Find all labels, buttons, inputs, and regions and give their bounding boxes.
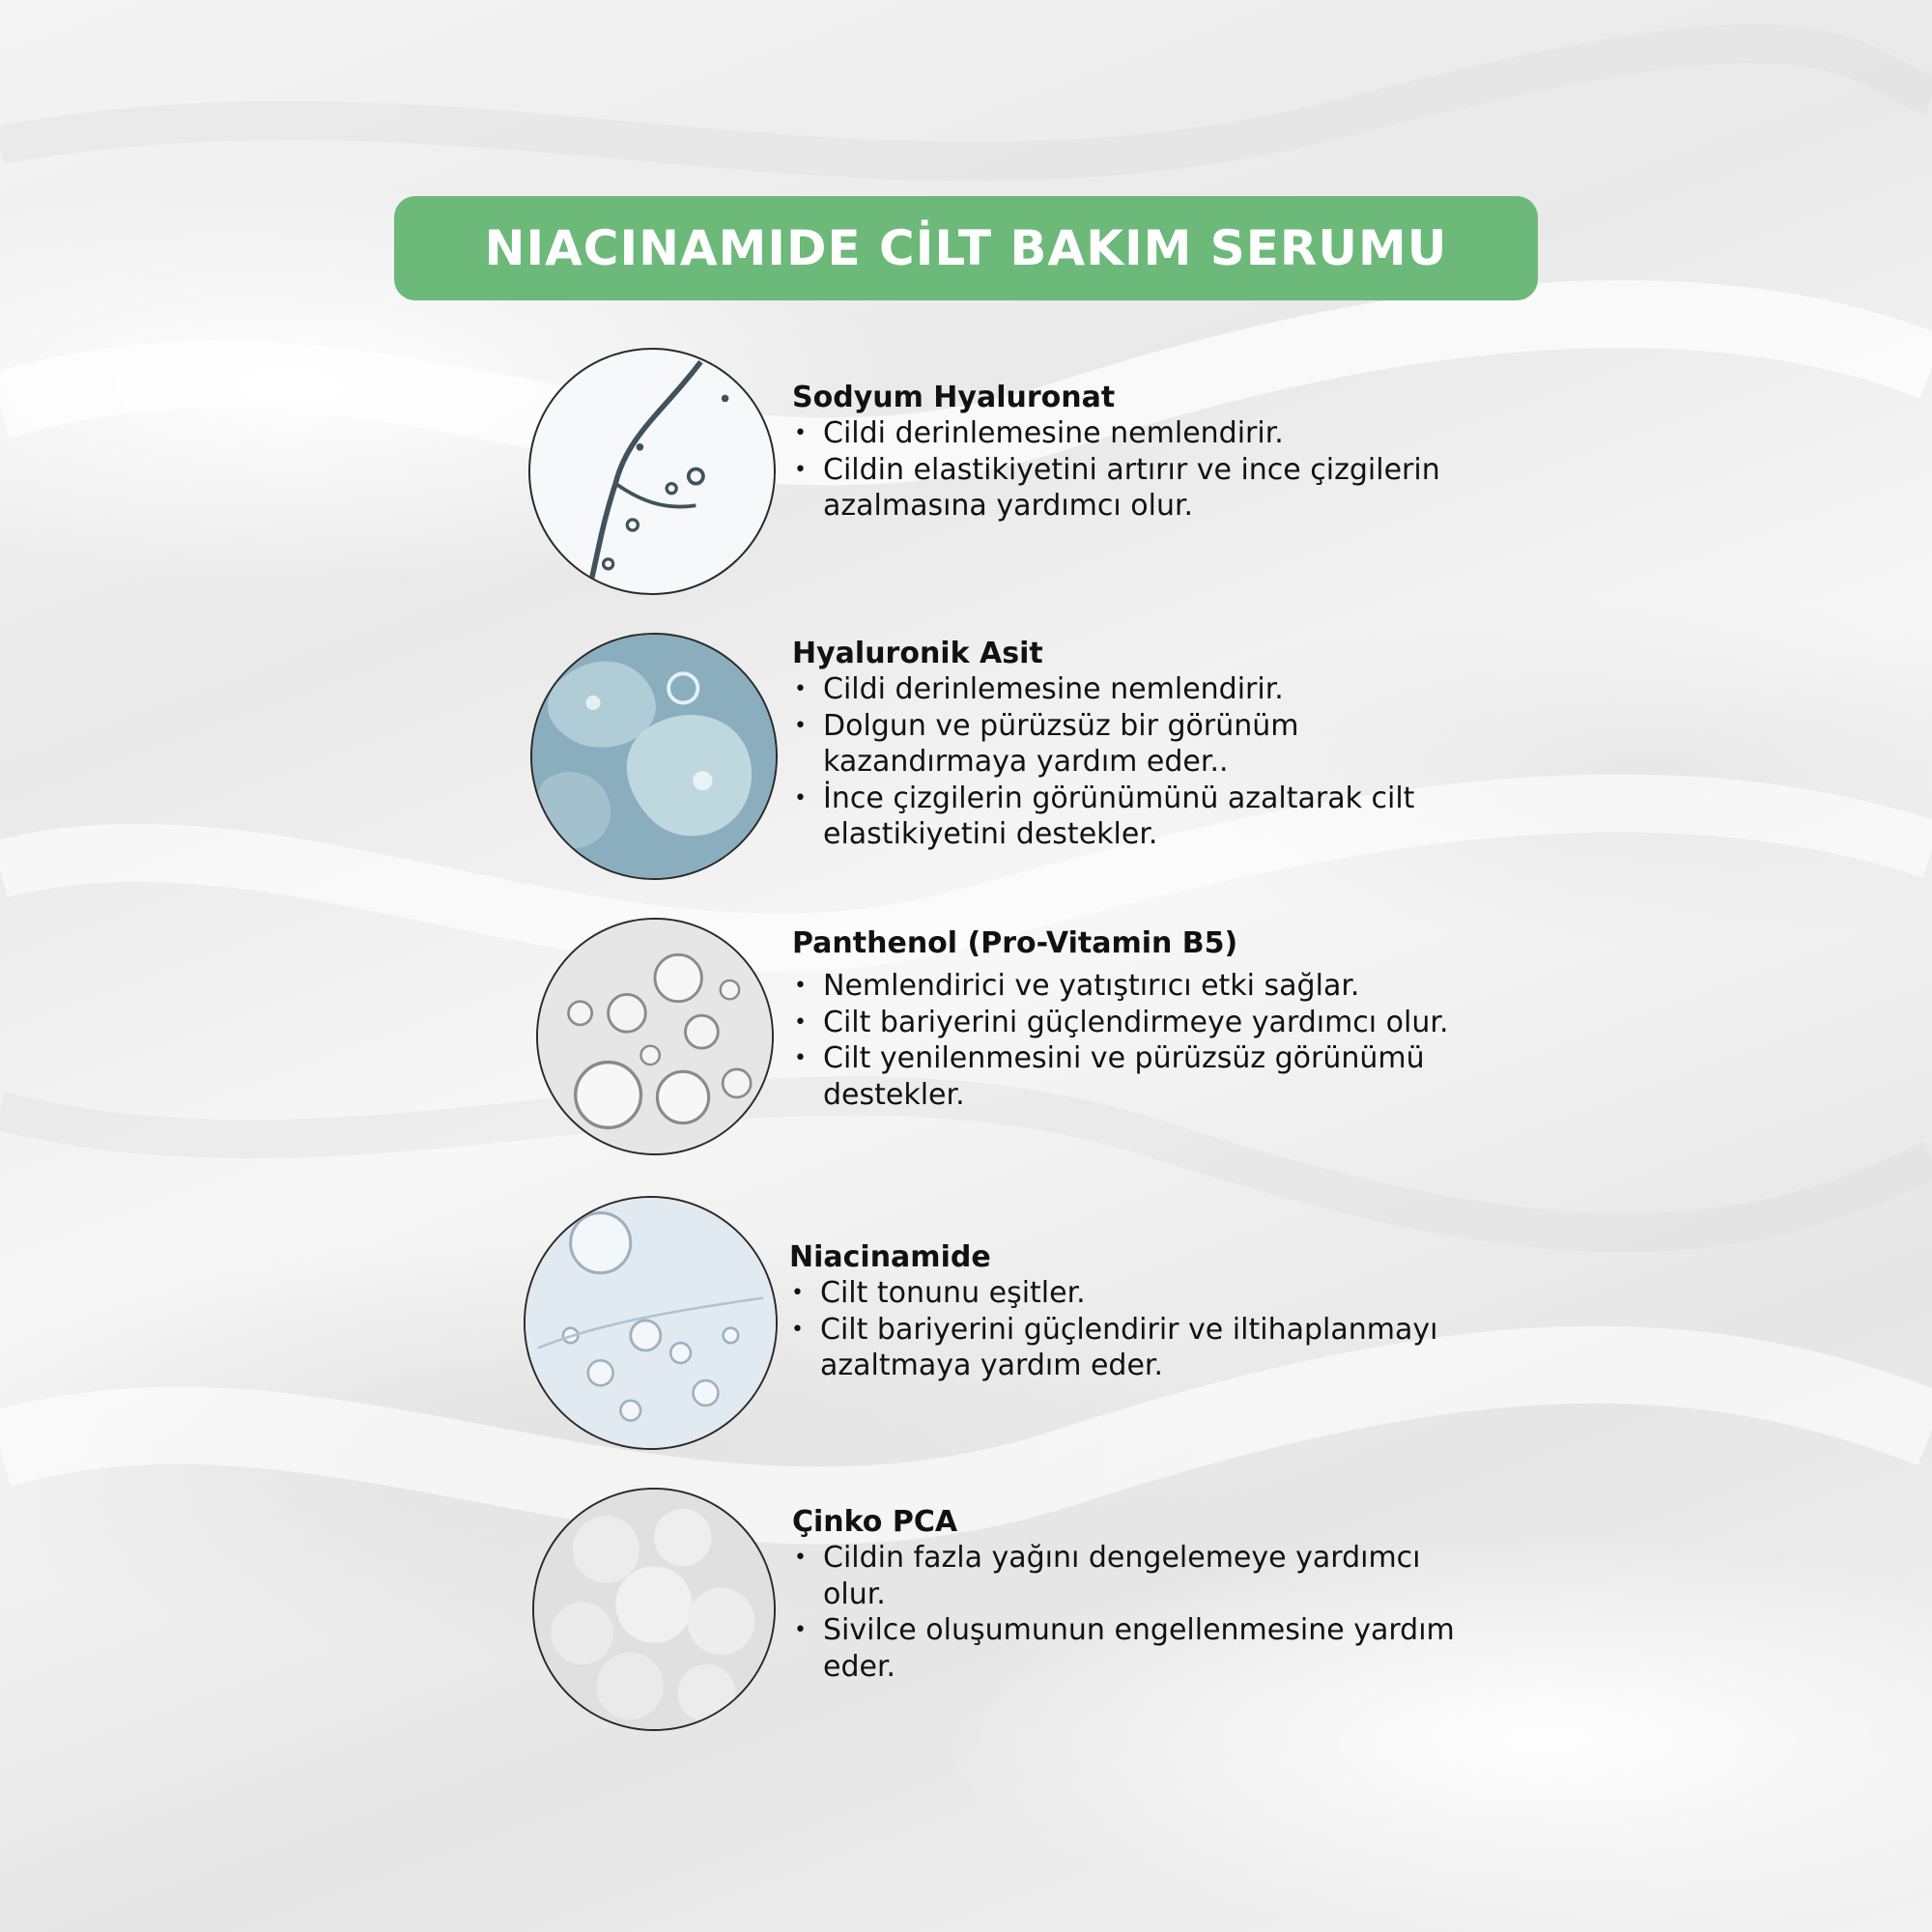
foam-texture-icon [534,1490,774,1729]
ingredient-image-hyaluronik-asit [530,633,778,880]
ingredient-bullets [789,1275,1485,1384]
ingredient-name: Niacinamide [789,1240,991,1274]
bullet-item: • Cildin fazla yağını dengelemeye yardımcı olur. [792,1540,1488,1612]
ingredient-image-niacinamide [524,1196,778,1450]
bullet-item: • Cildin elastikiyetini artırır ve ince çizgilerin azalmasına yardımcı olur. [792,452,1488,525]
oil-bubbles-icon [538,920,772,1153]
ingredient-image-panthenol [536,918,774,1155]
bullet-item: • Cilt bariyerini güçlendirir ve iltihaplanmayı azaltmaya yardım eder. [789,1312,1485,1384]
ingredient-text-niacinamide [789,1239,1485,1384]
ingredient-bullets [792,415,1488,525]
bullet-item: • Nemlendirici ve yatıştırıcı etki sağlar. [792,968,1488,1005]
ingredient-text-hyaluronik-asit [792,636,1488,853]
ingredient-bullets [792,671,1488,853]
bullet-item: • Sivilce oluşumunun engellenmesine yardım eder. [792,1612,1488,1685]
bullet-item: • Cildi derinlemesine nemlendirir. [792,415,1488,452]
ingredient-text-sodyum-hyaluronat [792,380,1488,525]
ingredient-bullets [792,1540,1488,1685]
title-banner [394,196,1538,300]
gel-bubbles-icon [532,635,776,878]
bullet-item: • Dolgun ve pürüzsüz bir görünüm kazandırmaya yardım eder.. [792,708,1488,781]
bullet-item: • Cildi derinlemesine nemlendirir. [792,671,1488,708]
ingredient-image-sodyum-hyaluronat [528,348,776,595]
ingredient-name: Çinko PCA [792,1505,958,1539]
bullet-item: • Cilt bariyerini güçlendirmeye yardımcı olur. [792,1005,1488,1041]
bullet-item: • İnce çizgilerin görünümünü azaltarak cilt elastikiyetini destekler. [792,781,1488,853]
ingredient-image-cinko-pca [532,1488,776,1731]
water-splash-icon [530,350,774,593]
bullet-item: • Cilt yenilenmesini ve pürüzsüz görünümü destekler. [792,1040,1488,1113]
ingredient-text-cinko-pca [792,1504,1488,1685]
bullet-item: • Cilt tonunu eşitler. [789,1275,1485,1312]
page-title: NIACINAMIDE CİLT BAKIM SERUMU [484,220,1448,276]
serum-droplets-icon [526,1198,776,1448]
ingredient-bullets [792,968,1488,1113]
ingredient-name: Hyaluronik Asit [792,637,1043,670]
ingredient-name: Panthenol (Pro-Vitamin B5) [792,926,1238,960]
ingredient-text-panthenol [792,925,1488,1113]
ingredient-name: Sodyum Hyaluronat [792,381,1116,414]
